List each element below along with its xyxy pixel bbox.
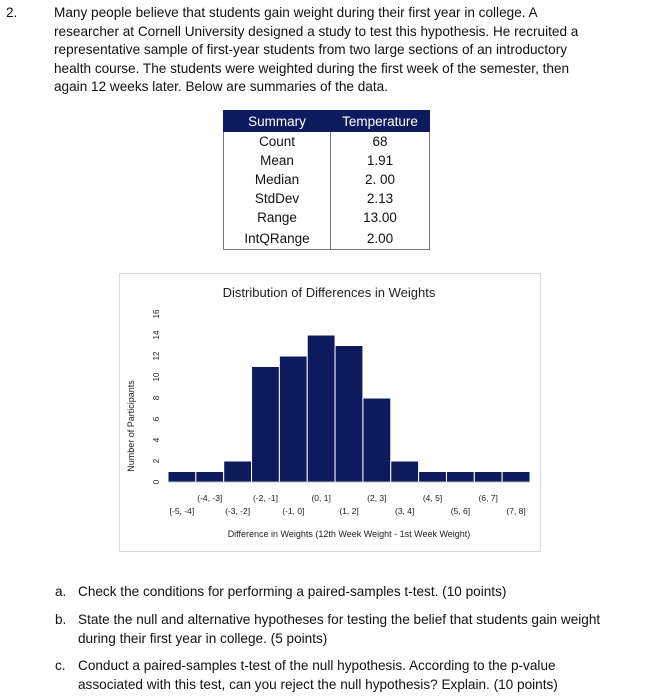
summary-label: Range (224, 208, 331, 227)
plot-area (152, 309, 530, 516)
summary-label: Median (224, 170, 331, 189)
y-tick-label: 16 (152, 309, 161, 319)
x-tick-label: (3, 4] (395, 506, 415, 516)
question-line: Many people believe that students gain weight during their first year in college. A (54, 5, 538, 20)
summary-value: 2. 00 (331, 170, 430, 189)
part-text (78, 611, 638, 648)
histogram-bar (391, 461, 419, 482)
part-line: Check the conditions for performing a paired-samples t-test. (10 points) (78, 584, 507, 599)
x-tick-label: (-1, 0] (282, 506, 305, 516)
question-line: again 12 weeks later. Below are summaries of the data. (54, 79, 388, 94)
part-letter: a. (55, 584, 67, 599)
y-tick-label: 12 (152, 351, 161, 361)
x-tick-label: [-5, -4] (169, 506, 195, 516)
chart-title: Distribution of Differences in Weights (222, 285, 436, 300)
part-line: Conduct a paired-samples t-test of the null hypothesis. According to the p-value (78, 658, 556, 673)
histogram-chart (119, 273, 541, 552)
summary-row (224, 227, 430, 250)
y-tick-label: 10 (152, 372, 161, 382)
summary-label: Count (224, 132, 331, 152)
summary-value: 2.13 (331, 189, 430, 208)
x-tick-label: (1, 2] (339, 506, 359, 516)
summary-row (224, 208, 430, 227)
temperature-header-cell: Temperature (331, 111, 430, 132)
summary-table-header (224, 111, 430, 132)
y-tick-label: 8 (152, 395, 161, 401)
histogram-bar (446, 472, 474, 483)
x-tick-label: (-4, -3] (197, 493, 223, 503)
x-tick-label: (5, 6] (450, 506, 471, 516)
x-tick-label: (2, 3] (367, 493, 387, 503)
summary-row (224, 132, 430, 152)
y-axis-label: Number of Participants (126, 380, 136, 472)
x-tick-label: (6, 7] (478, 493, 498, 503)
question-line: health course. The students were weighted during the first week of the semester, then (54, 60, 570, 76)
x-tick-label: (7, 8] (506, 506, 526, 516)
x-tick-label: (-3, -2] (225, 506, 251, 516)
question-text (54, 4, 614, 97)
x-tick-label: (4, 5] (422, 493, 443, 503)
histogram-svg (120, 274, 540, 551)
y-tick-label: 4 (152, 437, 161, 443)
histogram-bar (252, 367, 280, 483)
y-tick-label: 14 (152, 330, 161, 340)
part-letter: c. (55, 658, 66, 673)
summary-value: 68 (331, 132, 430, 152)
question-line: researcher at Cornell University designed a study to test this hypothesis. He recruited a (54, 23, 579, 39)
histogram-bar (474, 472, 502, 483)
x-axis-label: Difference in Weights (12th Week Weight - 1st Week Weight) (227, 529, 471, 539)
y-tick-label: 6 (152, 416, 161, 422)
histogram-bar (363, 398, 391, 482)
part-line: during their first year in college. (5 points) (78, 630, 328, 646)
histogram-bar (307, 335, 335, 482)
summary-value: 2.00 (331, 227, 430, 250)
part-letter: b. (55, 612, 67, 627)
summary-row (224, 170, 430, 189)
question-line: representative sample of first-year students from two large sections of an introductory (54, 42, 568, 57)
x-tick-label: (0, 1] (311, 493, 331, 503)
summary-label: StdDev (224, 189, 331, 208)
summary-value: 13.00 (331, 208, 430, 227)
histogram-bar (419, 472, 447, 483)
part-line: associated with this test, can you reject the null hypothesis? Explain. (10 points) (78, 676, 558, 692)
histogram-bar (196, 472, 224, 483)
y-tick-label: 0 (152, 479, 161, 485)
part-text (78, 583, 638, 602)
histogram-bar (502, 472, 530, 483)
part-text (78, 657, 638, 694)
summary-header-cell: Summary (224, 111, 331, 132)
summary-label: IntQRange (224, 227, 331, 250)
summary-table (223, 110, 430, 250)
histogram-bar (224, 461, 252, 482)
question-number: 2. (6, 5, 18, 20)
histogram-bar (279, 356, 307, 482)
x-tick-label: (-2, -1] (252, 493, 278, 503)
summary-label: Mean (224, 151, 331, 170)
y-tick-label: 2 (152, 458, 161, 464)
part-line: State the null and alternative hypotheses for testing the belief that students gain weight (78, 612, 601, 627)
histogram-bar (168, 472, 196, 483)
histogram-bar (335, 346, 363, 483)
summary-value: 1.91 (331, 151, 430, 170)
summary-row (224, 189, 430, 208)
summary-row (224, 151, 430, 170)
